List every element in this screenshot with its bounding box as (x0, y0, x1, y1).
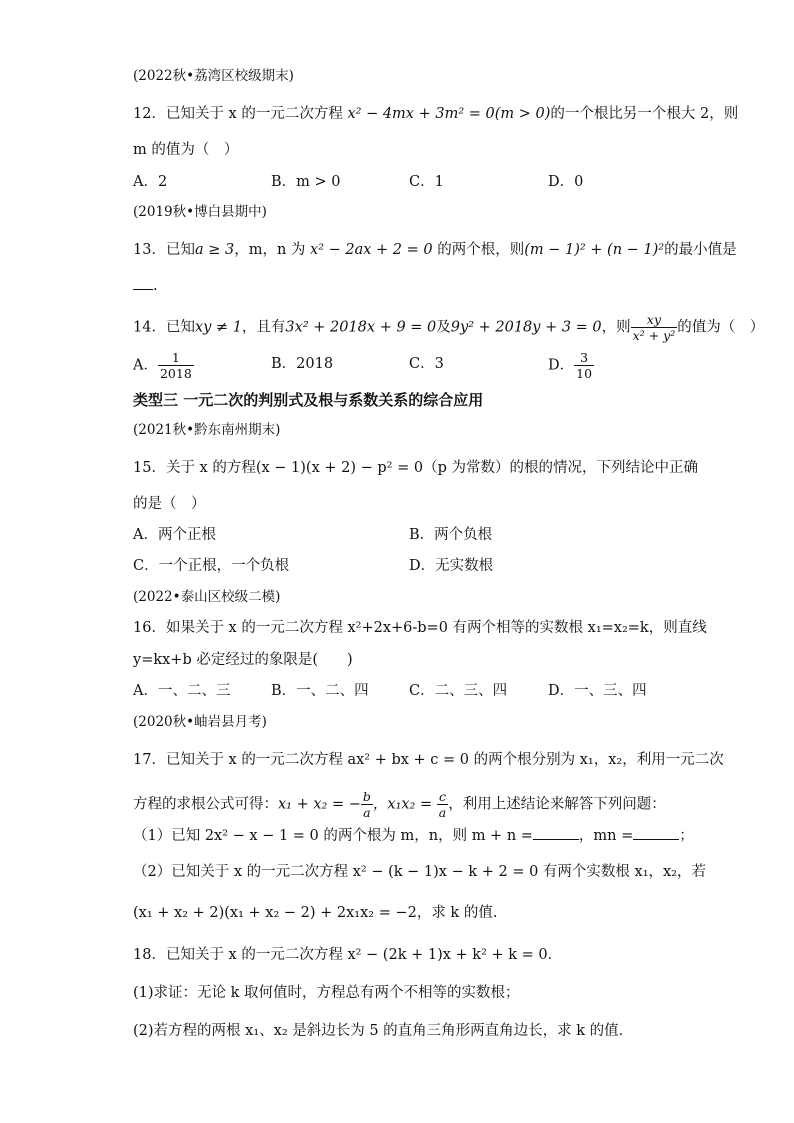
question-17-line2 (133, 789, 666, 820)
q16-option-a: A．一、二、三 (133, 683, 231, 699)
q14-text-b: ，且有 (241, 319, 286, 336)
source-note-16: (2022•泰山区校级二模) (133, 589, 281, 605)
question-18-line1: 18．已知关于 x 的一元二次方程 x² − (2k + 1)x + k² + k = 0． (133, 947, 563, 963)
question-17-part2-line1: （2）已知关于 x 的一元二次方程 x² − (k − 1)x − k + 2 = 0 有两个实数根 x₁，x₂，若 (133, 864, 706, 880)
question-17-part2-line2: (x₁ + x₂ + 2)(x₁ + x₂ − 2) + 2x₁x₂ = −2，求 k 的值. (133, 905, 498, 921)
q17-product-formula: ，x₁x₂ = (372, 796, 437, 813)
q13-expression: (m − 1)² + (n − 1)² (524, 242, 665, 258)
q17-fraction-2-denominator: a (438, 805, 447, 820)
q14-option-c: C．3 (409, 356, 444, 372)
q14-condition: xy ≠ 1 (194, 319, 242, 336)
q17-text-a: 方程的求根公式可得： (133, 796, 278, 813)
question-16-line2: y=kx+b 必定经过的象限是( ) (133, 652, 353, 668)
q12-option-d: D．0 (548, 174, 584, 190)
question-17-part1 (133, 826, 694, 846)
q14-equation-y: 9y² + 2018y + 3 = 0 (450, 319, 602, 336)
q14-option-b: B．2018 (271, 356, 334, 372)
question-15-line1: 15．关于 x 的方程(x − 1)(x + 2) − p² = 0（p 为常数）的根的情况，下列结论中正确 (133, 460, 698, 476)
q13-text-b: ，m，n 为 (234, 242, 311, 258)
q12-text-a: 12．已知关于 x 的一元二次方程 (133, 106, 348, 122)
q14-fraction-denominator: x² + y² (632, 328, 676, 343)
q14-option-d-numerator: 3 (574, 350, 594, 366)
q17-sum-formula: x₁ + x₂ = − (278, 796, 361, 813)
q15-option-c: C．一个正根，一个负根 (133, 558, 290, 574)
q14-text-d: ，则 (601, 319, 631, 336)
q16-option-d: D．一、三、四 (548, 683, 647, 699)
q17-fraction-b-over-a (361, 789, 373, 820)
q14-option-d-fraction (574, 350, 594, 381)
section-heading: 类型三 一元二次的判别式及根与系数关系的综合应用 (133, 391, 484, 409)
source-note-13: (2019秋•博白县期中) (133, 204, 267, 220)
q14-option-a-numerator: 1 (158, 350, 194, 366)
question-12-line1 (133, 104, 738, 124)
q17-fraction-1-numerator: b (362, 789, 371, 804)
q17-product-blank[interactable] (633, 827, 679, 840)
q17-part1-text-b: ，mn = (578, 828, 634, 844)
q15-option-a: A．两个正根 (133, 527, 216, 543)
q14-equation-x: 3x² + 2018x + 9 = 0 (285, 319, 437, 336)
q12-equation: x² − 4mx + 3m² = 0(m > 0) (347, 106, 551, 122)
question-12-line2: m 的值为（ ） (133, 142, 239, 158)
q13-period: . (153, 278, 158, 294)
question-17-line1: 17．已知关于 x 的一元二次方程 ax² + bx + c = 0 的两个根分别为 x₁，x₂，利用一元二次 (133, 752, 724, 768)
q17-part1-text-c: ； (679, 828, 694, 844)
q14-option-a-fraction (158, 350, 194, 381)
q13-answer-blank[interactable] (133, 277, 153, 290)
q15-option-b: B．两个负根 (409, 527, 493, 543)
q13-equation: x² − 2ax + 2 = 0 (310, 242, 433, 258)
q12-text-b: 的一个根比另一个根大 2，则 (550, 106, 739, 122)
q14-option-a (133, 350, 194, 381)
q14-fraction-numerator: xy (631, 312, 678, 328)
source-note-17: (2020秋•岫岩县月考) (133, 714, 267, 730)
q14-text-e: 的值为（ ） (677, 319, 765, 336)
question-18-part1: (1)求证：无论 k 取何值时，方程总有两个不相等的实数根； (133, 985, 520, 1001)
q17-sum-blank[interactable] (533, 827, 579, 840)
q17-part1-text-a: （1）已知 2x² − x − 1 = 0 的两个根为 m，n，则 m + n = (133, 828, 533, 844)
question-13-line1 (133, 240, 737, 260)
q17-text-b: ，利用上述结论来解答下列问题： (448, 796, 666, 813)
q14-option-d-prefix: D． (548, 357, 575, 374)
q14-fraction (631, 312, 678, 343)
q14-option-d-denominator: 10 (576, 366, 593, 381)
q16-option-b: B．一、二、四 (271, 683, 369, 699)
q15-option-d: D．无实数根 (409, 558, 494, 574)
q13-text-d: 的最小值是 (664, 242, 737, 258)
q16-option-c: C．二、三、四 (409, 683, 508, 699)
q12-option-b: B．m > 0 (271, 174, 341, 190)
q14-text-c: 及 (436, 319, 451, 336)
q14-text-a: 14．已知 (133, 319, 195, 336)
q17-fraction-1-denominator: a (363, 805, 371, 820)
question-16-line1: 16．如果关于 x 的一元二次方程 x²+2x+6-b=0 有两个相等的实数根 x₁=x₂=k，则直线 (133, 620, 707, 636)
q14-option-a-prefix: A． (133, 357, 158, 374)
q13-text-c: 的两个根，则 (432, 242, 525, 258)
source-note-12: (2022秋•荔湾区校级期末) (133, 68, 294, 84)
q13-text-a: 13．已知 (133, 242, 195, 258)
question-18-part2: (2)若方程的两根 x₁、x₂ 是斜边长为 5 的直角三角形两直角边长，求 k 的值． (133, 1023, 634, 1039)
q14-option-a-denominator: 2018 (159, 366, 192, 381)
q13-condition: a ≥ 3 (194, 242, 235, 258)
q17-fraction-c-over-a (437, 789, 448, 820)
q17-fraction-2-numerator: c (437, 789, 448, 805)
q14-option-d (548, 350, 594, 381)
q12-option-c: C．1 (409, 174, 444, 190)
question-13-line2 (133, 276, 158, 296)
source-note-15: (2021秋•黔东南州期末) (133, 422, 281, 438)
q12-option-a: A．2 (133, 174, 168, 190)
question-14-line1 (133, 312, 764, 343)
question-15-line2: 的是（ ） (133, 496, 206, 512)
